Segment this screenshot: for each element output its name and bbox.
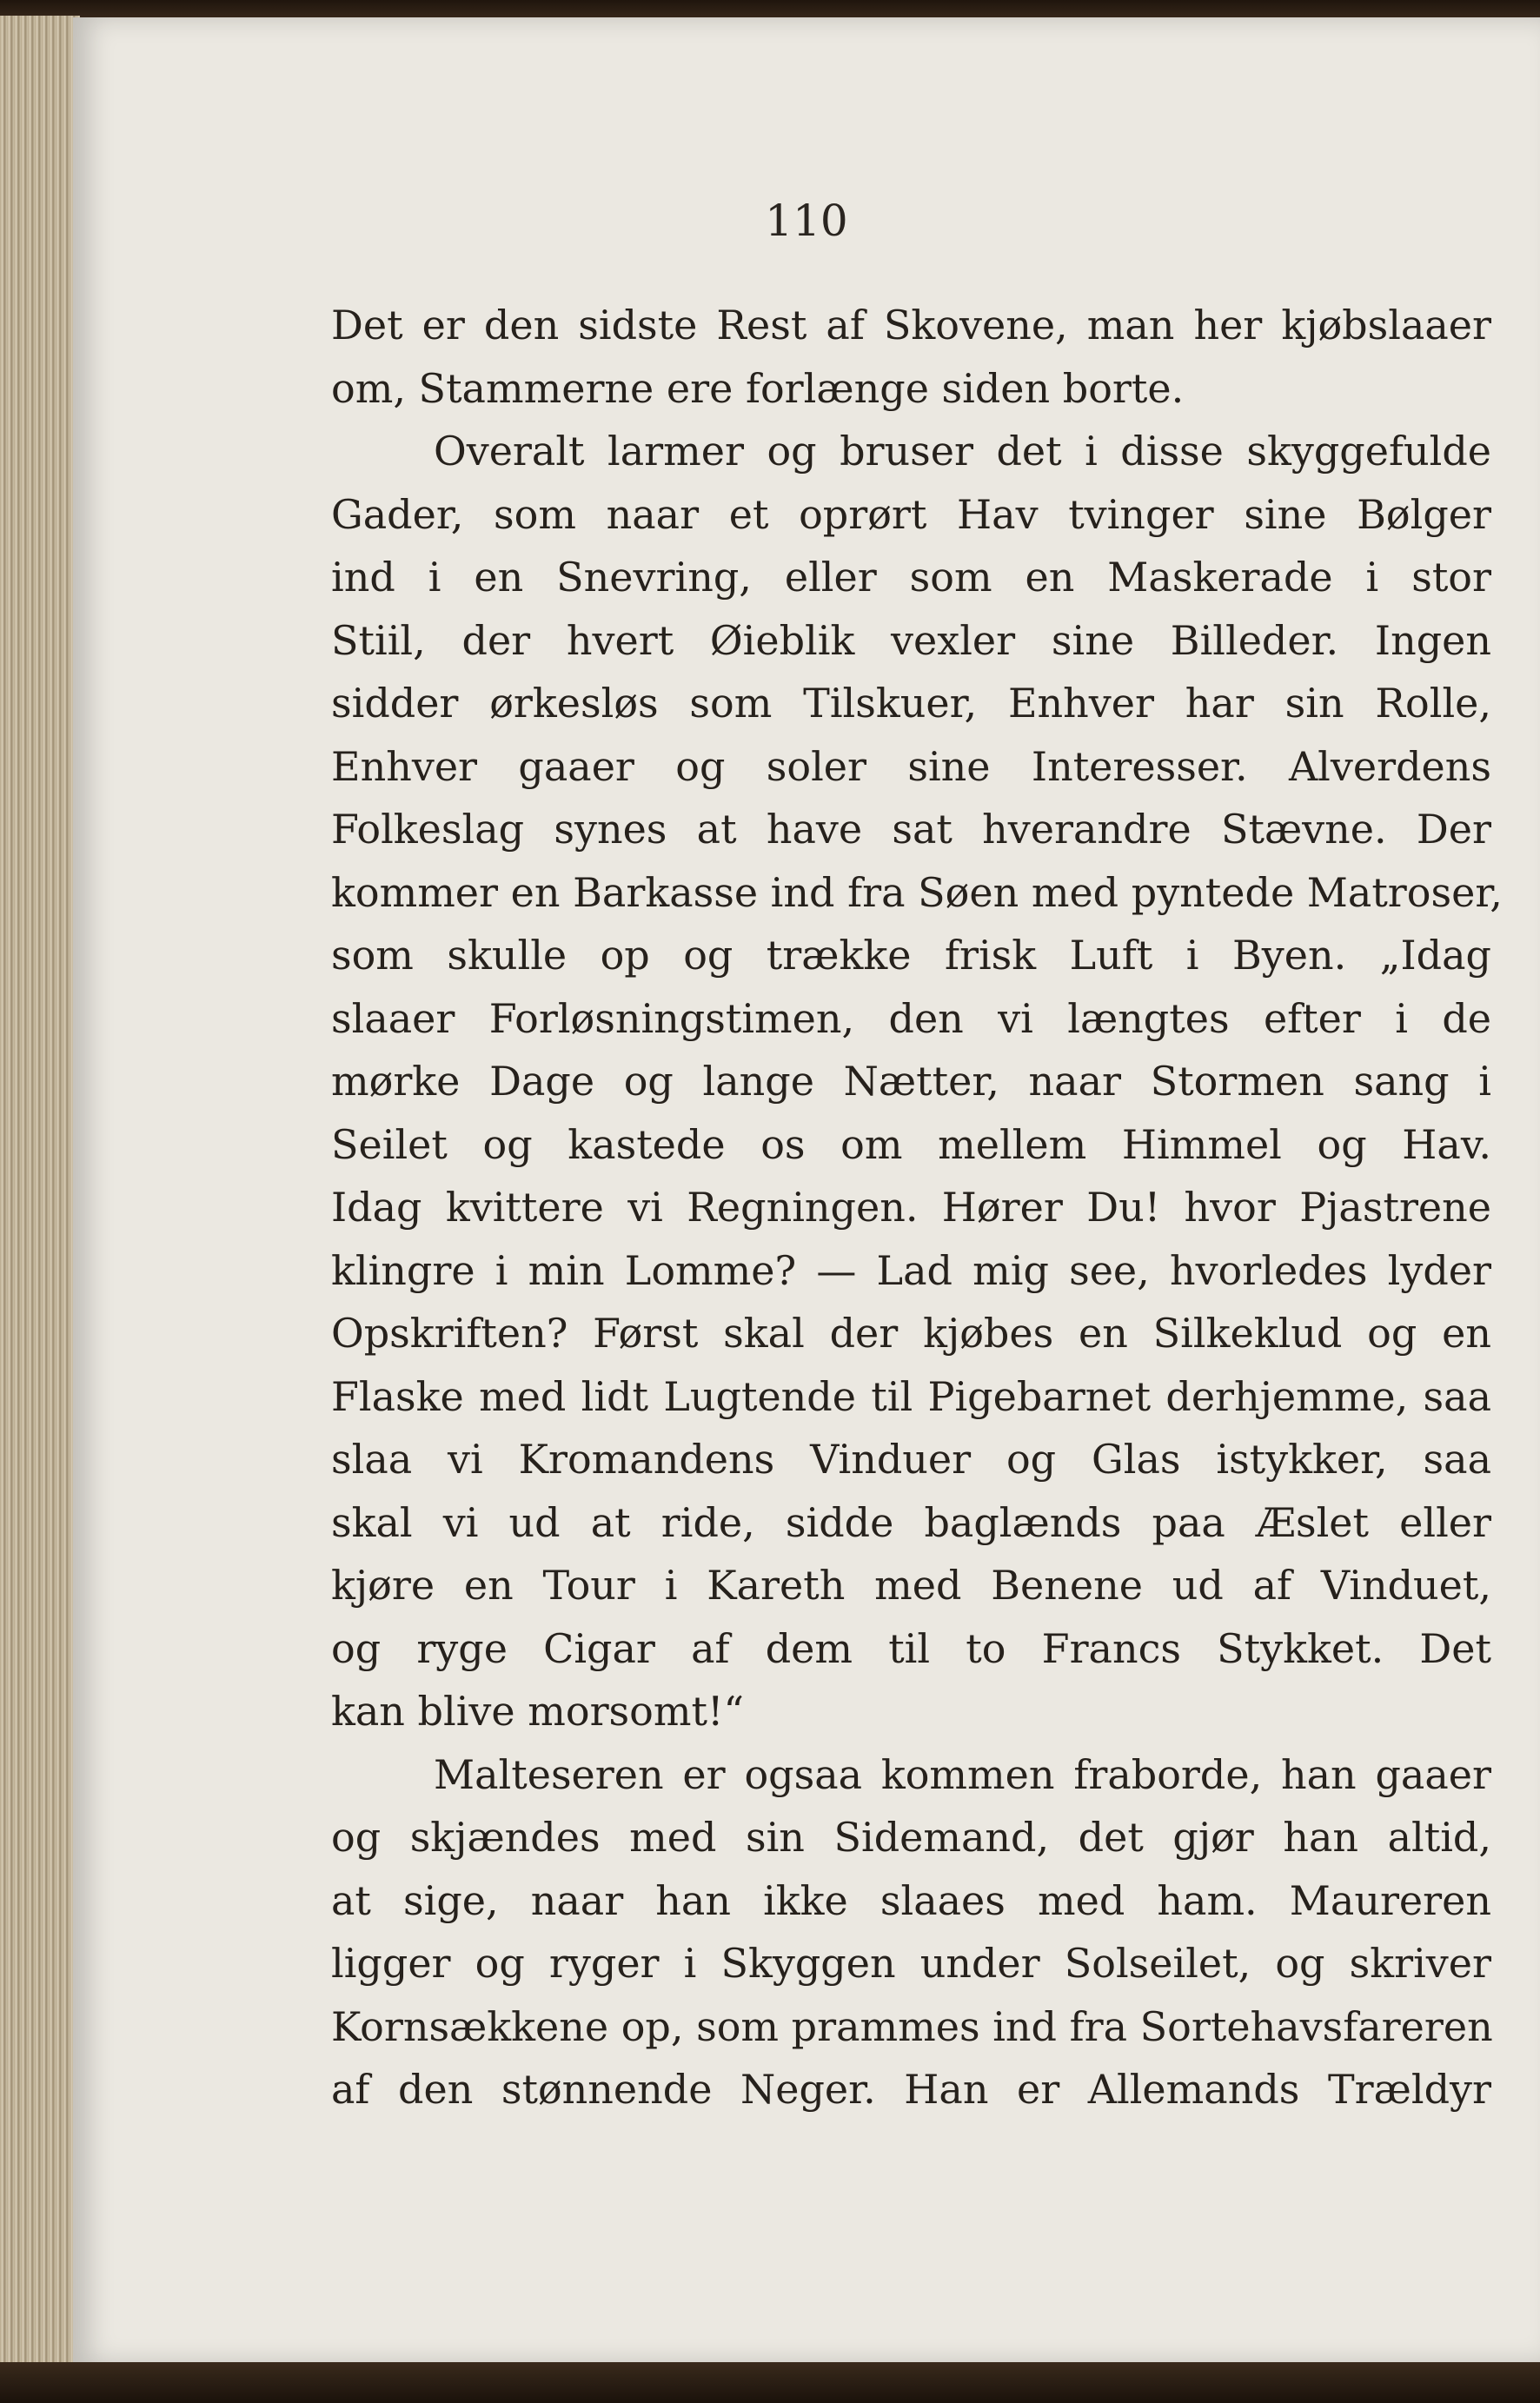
text-line: Det er den sidste Rest af Skovene, man her kjøbslaaer [331,302,1491,349]
text-line: om, Stammerne ere forlænge siden borte. [331,364,1185,412]
book-page [73,17,1540,2364]
page-number: 110 [765,196,848,246]
text-line: Idag kvittere vi Regningen. Hører Du! hvor Pjastrene [331,1184,1491,1231]
book-edge-bottom [0,2362,1540,2403]
text-line: kommer en Barkasse ind fra Søen med pyntede Matroser, [331,868,1503,916]
text-line: at sige, naar han ikke slaaes med ham. Maureren [331,1876,1491,1924]
text-line: Flaske med lidt Lugtende til Pigebarnet derhjemme, saa [331,1372,1491,1420]
text-line: som skulle op og trække frisk Luft i Byen. „Idag [331,932,1491,979]
text-line: og skjændes med sin Sidemand, det gjør han altid, [331,1814,1491,1861]
text-line: Gader, som naar et oprørt Hav tvinger sine Bølger [331,490,1491,538]
text-line: Opskriften? Først skal der kjøbes en Silkeklud og en [331,1310,1491,1357]
text-line: Overalt larmer og bruser det i disse skyggefulde [434,428,1491,475]
text-line: Kornsækkene op, som prammes ind fra Sortehavsfareren [331,2002,1493,2050]
body-text [331,294,1503,2121]
text-line: kan blive morsomt!“ [331,1688,744,1735]
text-line: Enhver gaaer og soler sine Interesser. Alverdens [331,742,1491,790]
text-line: ind i en Snevring, eller som en Maskerade i stor [331,554,1491,601]
text-line: klingre i min Lomme? — Lad mig see, hvorledes lyder [331,1246,1491,1294]
text-line: og ryge Cigar af dem til to Francs Stykket. Det [331,1624,1491,1672]
text-line: af den stønnende Neger. Han er Allemands Trældyr [331,2066,1491,2113]
text-line: Folkeslag synes at have sat hverandre Stævne. Der [331,806,1491,853]
text-line: Seilet og kastede os om mellem Himmel og Hav. [331,1120,1491,1168]
text-line: slaaer Forløsningstimen, den vi længtes efter i de [331,994,1491,1042]
text-line: Stiil, der hvert Øieblik vexler sine Billeder. Ingen [331,616,1491,664]
text-line: skal vi ud at ride, sidde baglænds paa Æslet eller [331,1498,1491,1546]
text-line: mørke Dage og lange Nætter, naar Stormen sang i [331,1058,1491,1105]
text-line: kjøre en Tour i Kareth med Benene ud af Vinduet, [331,1562,1491,1609]
text-line: ligger og ryger i Skyggen under Solseilet, og skriver [331,1940,1491,1987]
text-line: slaa vi Kromandens Vinduer og Glas istykker, saa [331,1436,1491,1483]
page-stack-edge [0,16,80,2373]
text-line: Malteseren er ogsaa kommen fraborde, han gaaer [434,1750,1491,1798]
text-line: sidder ørkesløs som Tilskuer, Enhver har sin Rolle, [331,680,1491,727]
